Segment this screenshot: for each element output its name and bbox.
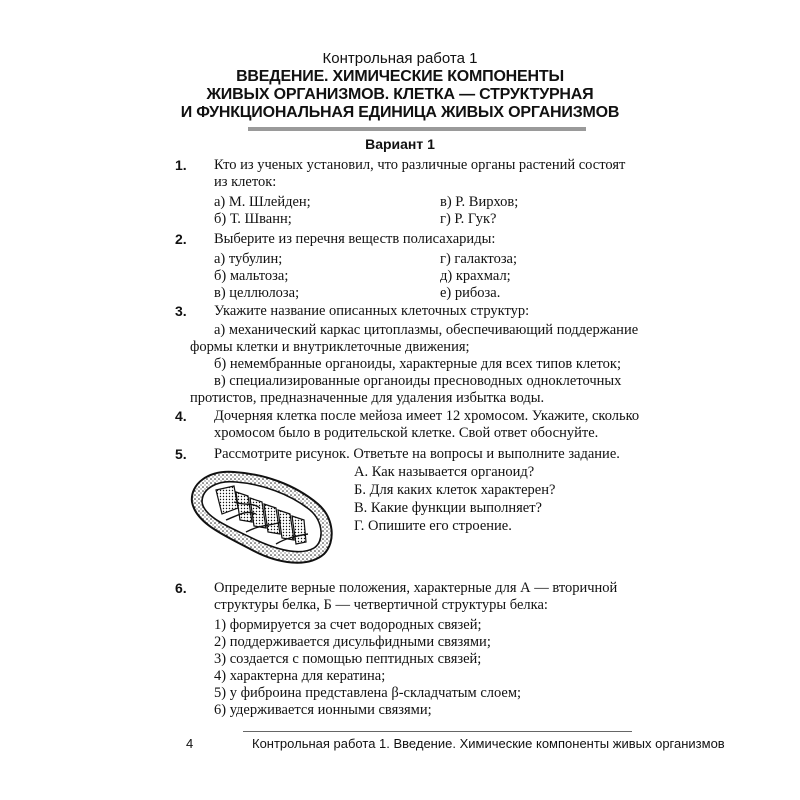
question-3-item: а) механический каркас цитоплазмы, обеспечивающий поддержание — [214, 322, 639, 338]
question-1-text-cont: из клеток: — [214, 174, 277, 190]
question-1-option: б) Т. Шванн; — [214, 211, 292, 227]
question-1-option: а) М. Шлейден; — [214, 194, 311, 210]
variant-heading: Вариант 1 — [365, 136, 435, 152]
question-6-text-cont: структуры белка, Б — четвертичной структуры белка: — [214, 597, 548, 613]
title-underline — [248, 127, 586, 131]
question-6-item: 3) создается с помощью пептидных связей; — [214, 651, 482, 667]
question-1-option: г) Р. Гук? — [440, 211, 497, 227]
question-2-option: в) целлюлоза; — [214, 285, 300, 301]
question-5-subquestion: Б. Для каких клеток характерен? — [354, 482, 556, 498]
question-2-option: д) крахмал; — [440, 268, 511, 284]
question-6-item: 2) поддерживается дисульфидными связями; — [214, 634, 491, 650]
question-5-subquestion: А. Как называется органоид? — [354, 464, 535, 480]
question-1-option: в) Р. Вирхов; — [440, 194, 519, 210]
question-4-number: 4. — [175, 408, 187, 424]
question-1-text: Кто из ученых установил, что различные органы растений состоят — [214, 157, 626, 173]
question-3-text: Укажите название описанных клеточных структур: — [214, 303, 530, 319]
question-3-item-cont: формы клетки и внутриклеточные движения; — [190, 339, 470, 355]
running-footer: Контрольная работа 1. Введение. Химические компоненты живых организмов — [252, 736, 725, 751]
question-4-text-cont: хромосом было в родительской клетке. Свой ответ обоснуйте. — [214, 425, 599, 441]
title-line-3: И ФУНКЦИОНАЛЬНАЯ ЕДИНИЦА ЖИВЫХ ОРГАНИЗМОВ — [180, 104, 620, 121]
question-2-option: е) рибоза. — [440, 285, 501, 301]
work-subtitle: Контрольная работа 1 — [322, 50, 478, 67]
question-1-number: 1. — [175, 157, 187, 173]
question-2-option: б) мальтоза; — [214, 268, 289, 284]
title-line-2: ЖИВЫХ ОРГАНИЗМОВ. КЛЕТКА — СТРУКТУРНАЯ — [206, 86, 594, 103]
question-6-number: 6. — [175, 580, 187, 596]
question-6-item: 4) характерна для кератина; — [214, 668, 386, 684]
question-6-item: 1) формируется за счет водородных связей; — [214, 617, 482, 633]
question-6-text: Определите верные положения, характерные для А — вторичной — [214, 580, 618, 596]
question-6-item: 6) удерживается ионными связями; — [214, 702, 432, 718]
footer-rule — [243, 731, 632, 732]
title-line-1: ВВЕДЕНИЕ. ХИМИЧЕСКИЕ КОМПОНЕНТЫ — [236, 68, 564, 85]
question-5-subquestion: В. Какие функции выполняет? — [354, 500, 542, 516]
question-2-option: а) тубулин; — [214, 251, 283, 267]
question-4-text: Дочерняя клетка после мейоза имеет 12 хромосом. Укажите, сколько — [214, 408, 640, 424]
question-2-text: Выберите из перечня веществ полисахариды: — [214, 231, 496, 247]
question-6-item: 5) у фиброина представлена β-складчатым слоем; — [214, 685, 522, 701]
question-5-text: Рассмотрите рисунок. Ответьте на вопросы и выполните задание. — [214, 446, 620, 462]
question-3-item: б) немембранные органоиды, характерные для всех типов клеток; — [214, 356, 622, 372]
work-title — [160, 68, 640, 122]
question-3-item-cont: протистов, предназначенные для удаления избытка воды. — [190, 390, 545, 406]
question-5-number: 5. — [175, 446, 187, 462]
page-number: 4 — [186, 736, 194, 751]
question-3-number: 3. — [175, 303, 187, 319]
question-2-option: г) галактоза; — [440, 251, 518, 267]
question-5-subquestion: Г. Опишите его строение. — [354, 518, 512, 534]
question-2-number: 2. — [175, 231, 187, 247]
mitochondrion-illustration — [186, 462, 336, 568]
question-3-item: в) специализированные органоиды пресноводных одноклеточных — [214, 373, 622, 389]
